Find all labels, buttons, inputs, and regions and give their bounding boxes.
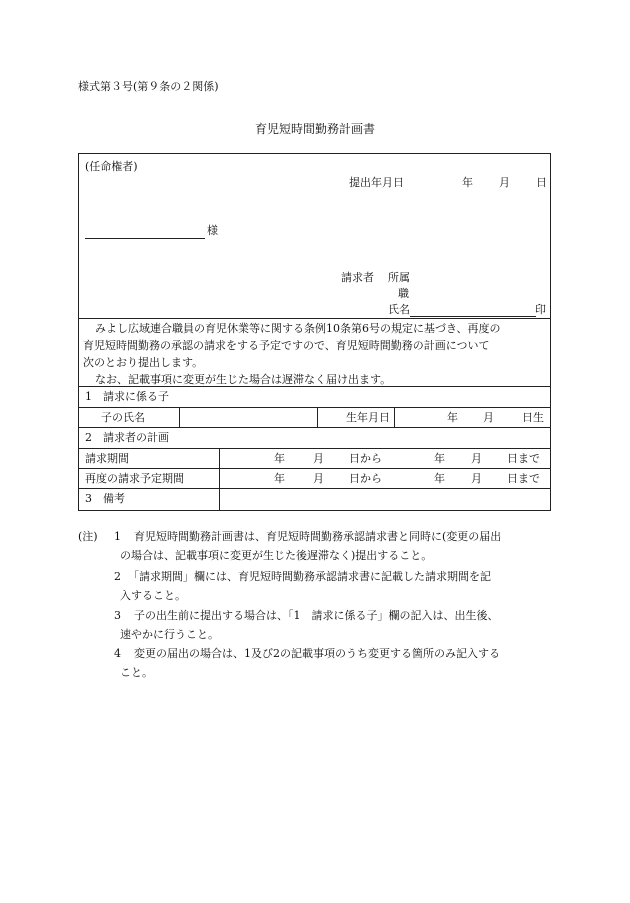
re-request-period-to-month: 月 — [471, 472, 482, 485]
requester-name-label: 氏名 — [388, 303, 410, 316]
note-number: 2 — [114, 570, 121, 583]
submit-date-day: 日 — [536, 176, 547, 189]
note-text: の場合は、記載事項に変更が生じた後遅滞なく)提出すること。 — [120, 549, 433, 562]
requester-affiliation-label: 所属 — [388, 271, 410, 284]
body-line: なお、記載事項に変更が生じた場合は遅滞なく届け出ます。 — [95, 373, 392, 386]
note-number: 1 — [114, 530, 121, 543]
request-period-from-year: 年 — [274, 452, 285, 465]
divider — [79, 318, 550, 319]
note-number: 3 — [114, 609, 121, 622]
form-number-label: 様式第３号(第９条の２関係) — [78, 80, 219, 93]
addressee-suffix: 様 — [207, 224, 218, 237]
birthdate-month: 月 — [483, 411, 494, 424]
body-line: みよし広域連合職員の育児休業等に関する条例10条第6号の規定に基づき、再度の — [95, 322, 501, 335]
request-period-from-day: 日から — [349, 452, 382, 465]
request-period-label: 請求期間 — [85, 452, 129, 465]
divider — [79, 427, 550, 428]
divider — [317, 407, 318, 427]
note-number: 4 — [114, 647, 121, 660]
form-table — [78, 153, 551, 511]
addressee-blank[interactable] — [85, 238, 205, 239]
seal-label: 印 — [535, 303, 546, 316]
request-period-to-month: 月 — [471, 452, 482, 465]
re-request-period-label: 再度の請求予定期間 — [85, 472, 184, 485]
divider — [394, 407, 395, 427]
re-request-period-to-year: 年 — [434, 472, 445, 485]
birthdate-day: 日生 — [522, 411, 544, 424]
body-paragraph — [83, 320, 545, 388]
requester-label: 請求者 — [341, 271, 374, 284]
child-name-field[interactable] — [183, 409, 313, 425]
section1-heading: 1 請求に係る子 — [85, 390, 169, 403]
re-request-period-to-day: 日まで — [507, 472, 540, 485]
birthdate-year: 年 — [447, 411, 458, 424]
re-request-period-from-month: 月 — [313, 472, 324, 485]
section2-heading: 2 請求者の計画 — [85, 431, 169, 444]
divider — [79, 488, 550, 489]
submit-date-year: 年 — [462, 176, 473, 189]
submit-date-month: 月 — [499, 176, 510, 189]
page-title: 育児短時間勤務計画書 — [254, 122, 375, 136]
note-text: 変更の届出の場合は、1及び2の記載事項のうち変更する箇所のみ記入する — [134, 647, 500, 660]
divider — [79, 386, 550, 387]
request-period-from-month: 月 — [313, 452, 324, 465]
request-period-to-day: 日まで — [507, 452, 540, 465]
request-period-to-year: 年 — [434, 452, 445, 465]
notes-prefix: (注) — [78, 530, 98, 543]
note-text: 子の出生前に提出する場合は、「1 請求に係る子」欄の記入は、出生後、 — [134, 609, 499, 622]
remarks-field[interactable] — [223, 490, 543, 508]
divider — [179, 407, 180, 427]
body-line: 次のとおり提出します。 — [83, 356, 204, 369]
note-text: こと。 — [120, 666, 153, 679]
section3-heading: 3 備考 — [85, 492, 125, 505]
appointer-label: (任命権者) — [85, 160, 138, 173]
birthdate-label: 生年月日 — [346, 411, 390, 424]
divider — [79, 407, 550, 408]
child-name-label: 子の氏名 — [101, 411, 145, 424]
requester-position-label: 職 — [398, 287, 409, 300]
divider — [79, 468, 550, 469]
divider — [79, 448, 550, 449]
submit-date-label: 提出年月日 — [349, 176, 404, 189]
body-line: 育児短時間勤務の承認の請求をする予定ですので、育児短時間勤務の計画について — [83, 339, 490, 352]
note-text: 速やかに行うこと。 — [120, 628, 219, 641]
note-text: 育児短時間勤務計画書は、育児短時間勤務承認請求書と同時に(変更の届出 — [134, 530, 502, 543]
note-text: 入すること。 — [120, 589, 186, 602]
re-request-period-from-year: 年 — [274, 472, 285, 485]
divider — [219, 488, 220, 511]
re-request-period-from-day: 日から — [349, 472, 382, 485]
requester-name-blank[interactable] — [410, 316, 536, 317]
note-text: 「請求期間」欄には、育児短時間勤務承認請求書に記載した請求期間を記 — [128, 570, 491, 583]
